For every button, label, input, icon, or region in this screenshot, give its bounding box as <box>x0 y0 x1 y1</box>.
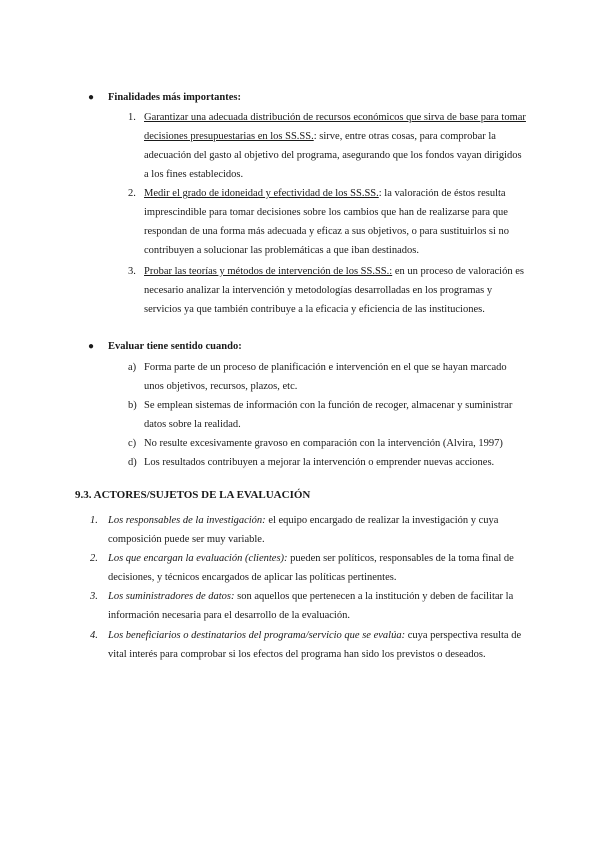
finalidades-heading: Finalidades más importantes: <box>108 92 242 103</box>
section-title: 9.3. ACTORES/SUJETOS DE LA EVALUACIÓN <box>75 489 311 501</box>
bullet-dot-icon: ● <box>88 341 95 352</box>
document-page: ● Finalidades más importantes: 1. Garantizar una adecuada distribución de recursos económicos que sirva de base para tomar decisiones presupuestarias en los SS.SS.: sirve, entre otras cosas, para comprobar la adecuación del gasto al objetivo del programa, asegurando que los fondos vayan dirigidos a los fines establecidos. 2. Medir el grado de idoneidad y efectividad de los SS.SS.: la valoración de éstos resulta imprescindible para tomar decisiones sobre los cambios que han de realizarse para que respondan de una forma más adecuada y eficaz a sus objetivos, o para sustituirlos si no contribuyen a solucionar las problemáticas a que iban destinados. 3. Probar las teorías y métodos de intervención de los SS.SS.: en un proceso de valoración es necesario analizar la intervención y metodologías desarrolladas en los programas y servicios ya que también contribuye a la eficacia y eficiencia de las instituciones. ● Evaluar tiene sentido cuando: a) Forma parte de un proceso de planificación e intervención en el que se hayan marcado unos objetivos, recursos, plazos, etc. b) Se emplean sistemas de información con la función de recoger, almacenar y suministrar datos sobre la realidad. c) No resulte excesivamente gravoso en comparación con la intervención (Alvira, 1997) d) Los resultados contribuyen a mejorar la intervención o emprender nuevas acciones. 9.3. ACTORES/SUJETOS DE LA EVALUACIÓN 1. Los responsables de la investigación: el equipo encargado de realizar la investigación y cuya composición puede ser muy variable. 2. Los que encargan la evaluación (clientes): pueden ser políticos, responsables de la toma final de decisiones, y técnicos encargados de aplicar las políticas pertinentes. 3. Los suministradores de datos: son aquellos que pertenecen a la institución y deben de facilitar la información necesaria para el desarrollo de la evaluación. 4. Los beneficiarios o destinatarios del programa/servicio que se evalúa: cuya perspectiva resulta de vital interés para comprobar si los efectos del programa han sido los previstos o deseados. <box>75 92 526 660</box>
evaluar-heading: Evaluar tiene sentido cuando: <box>108 341 242 352</box>
bullet-dot-icon: ● <box>88 92 95 103</box>
